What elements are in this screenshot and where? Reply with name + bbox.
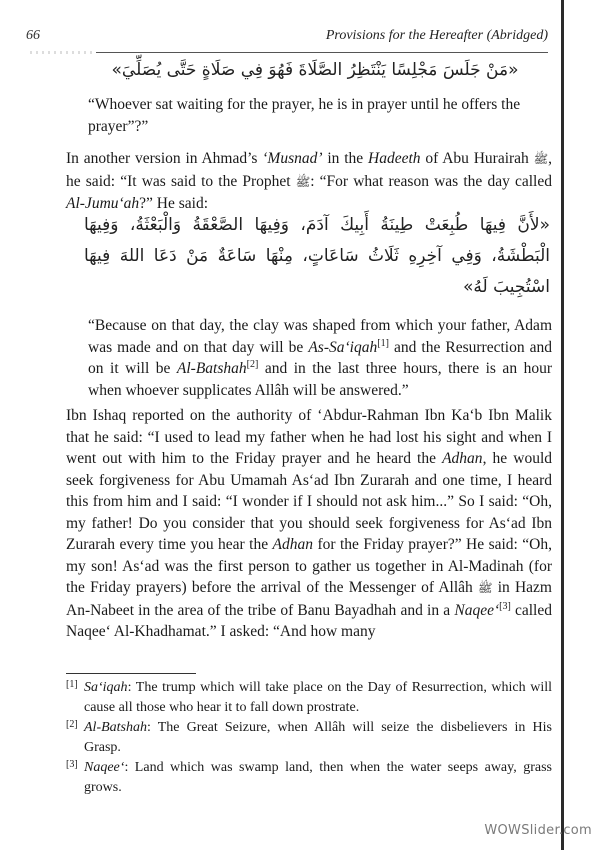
paragraph-1 (66, 148, 552, 215)
header-rule (26, 52, 548, 53)
footnote-rule (66, 673, 196, 674)
page-header (26, 28, 548, 48)
text: “Because on that day, the clay was shaped from which your father, Adam was made and on that day will be (88, 317, 552, 356)
footnote-term: Al-Batshah (84, 720, 147, 735)
term-saiqah: As-Sa‘iqah (308, 338, 378, 356)
text: In another version in Ahmad’s (66, 150, 263, 167)
footnote-mark: [3] (66, 759, 78, 770)
footnote-text: : The trump which will take place on the Day of Resurrection, which will cause all those who hear it to fall down prostrate. (84, 680, 552, 715)
text: : “For what reason was the day called (310, 172, 552, 190)
text: and in the last three hours, there is an hour when whoever supplicates Allâh will be answered.” (88, 360, 552, 399)
text: in the (322, 150, 368, 167)
term-adhan: Adhan (272, 536, 314, 553)
header-rule-dots (26, 51, 96, 54)
text: of Abu Hurairah (420, 150, 534, 167)
footnote-1 (66, 678, 552, 718)
page-number: 66 (26, 28, 40, 43)
footnote-ref-1[interactable]: [1] (377, 337, 389, 349)
text: called Naqee‘ Al-Khadhamat.” I asked: “And how many (66, 601, 552, 640)
honorific-icon: ﷺ (295, 174, 311, 189)
translation-quote-1: “Whoever sat waiting for the prayer, he is in prayer until he offers the prayer”?” (88, 96, 521, 135)
footnote-term: Sa‘iqah (84, 680, 128, 695)
term-adhan: Adhan (442, 450, 483, 467)
translation-quote-2 (88, 315, 552, 401)
footnote-3 (66, 758, 552, 798)
arabic-hadith-1: «مَنْ جَلَسَ مَجْلِسًا يَنْتَظِرُ الصَّلَاةَ فَهُوَ فِي صَلَاةٍ حَتَّى يُصَلِّيَ» (111, 60, 519, 80)
text: for the Friday prayer?” He said: “Oh, my son! As‘ad was the first person to gather us together in Al-Madinah (for the Friday prayers) before the arrival of the Messenger of Allâh (66, 536, 552, 596)
footnote-mark: [1] (66, 679, 78, 690)
honorific-icon: ﷺ (477, 581, 493, 595)
footnote-text: : Land which was swamp land, then when the water seeps away, grass grows. (84, 760, 552, 795)
term-hadeeth: Hadeeth (368, 150, 421, 167)
text: Ibn Ishaq reported on the authority of ‘Abdur-Rahman Ibn Ka‘b Ibn Malik that he said: “I used to lead my father when he had lost his sight and when I went out with him to the Friday prayer and he heard the (66, 407, 552, 467)
footnote-term: Naqee‘ (84, 760, 125, 775)
footnote-text: : The Great Seizure, when Allâh will seize the disbelievers in His Grasp. (84, 720, 552, 755)
arabic-hadith-2: «لأَنَّ فِيهَا طُبِعَتْ طِينَةُ أَبِيكَ آدَمَ، وَفِيهَا الصَّعْقَةُ وَالْبَعْثَةُ، وَفِيهَا الْبَطْشَةُ، وَفِي آخِرِهِ ثَلَاثُ سَاعَاتٍ، مِنْهَا سَاعَةٌ مَنْ دَعَا اللهَ فِيهَا اسْتُجِيبَ لَهُ» (84, 215, 550, 297)
text: in Hazm An-Nabeet in the area of the tribe of Banu Bayadhah and in a (66, 579, 552, 619)
footnote-2 (66, 718, 552, 758)
honorific-icon: ﷺ (533, 152, 549, 166)
text: and the Resurrection and on it will be (88, 338, 553, 377)
running-title: Provisions for the Hereafter (Abridged) (325, 28, 548, 43)
footnotes (66, 678, 552, 798)
term-naqee: Naqee‘ (454, 601, 500, 619)
page-edge-border (561, 0, 564, 850)
text: , he would seek forgiveness for Abu Umamah As‘ad Ibn Zurarah and one time, I heard this from him and I said: “I wonder if I should not ask him...” So I said: “Oh, my father! Do you consider that you should seek forgiveness for As‘ad Ibn Zurarah every time you hear the (66, 450, 552, 553)
text: ?” He said: (139, 195, 209, 212)
paragraph-2 (66, 405, 552, 643)
footnote-ref-3[interactable]: [3] (499, 600, 511, 612)
term-batshah: Al-Batshah (176, 360, 247, 377)
footnote-mark: [2] (66, 719, 78, 730)
watermark: WOWSlider.com (484, 823, 592, 838)
term-musnad: ‘Musnad’ (262, 150, 323, 167)
term-jumuah: Al-Jumu‘ah (66, 195, 140, 212)
footnote-ref-2[interactable]: [2] (246, 358, 259, 370)
text: , he said: “It was said to the Prophet (66, 150, 552, 190)
